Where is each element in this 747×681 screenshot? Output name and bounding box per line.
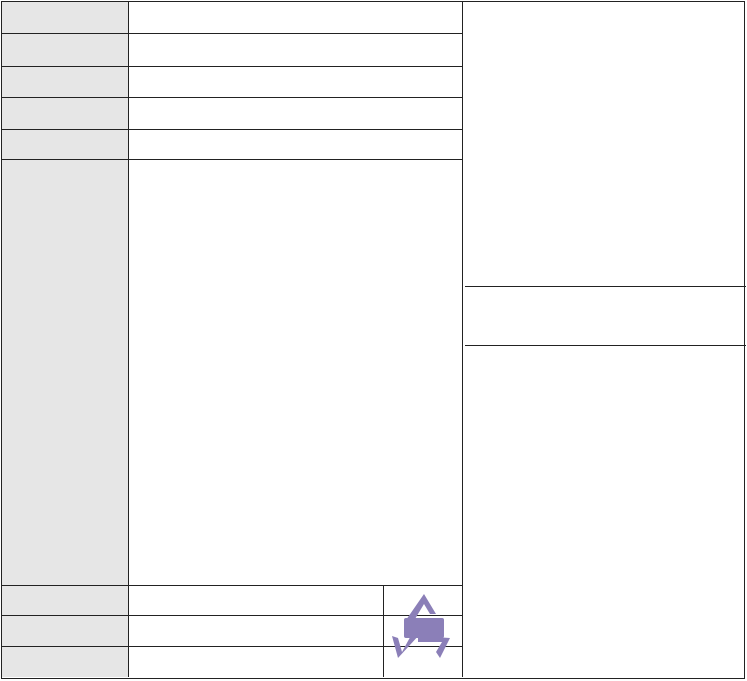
nutrition-footnote — [465, 612, 746, 628]
value-product-name — [129, 2, 463, 33]
nutrition-header — [465, 286, 746, 346]
value-volume — [129, 130, 463, 159]
label-product-name — [2, 2, 129, 33]
label-manufacturer — [2, 98, 129, 129]
label-food-type — [2, 34, 129, 66]
label-ingredients — [2, 160, 129, 585]
value-storage — [129, 616, 383, 646]
value-report-no — [129, 67, 463, 97]
row-manufacturer — [2, 98, 463, 130]
product-info-table — [2, 2, 463, 677]
label-storage — [2, 616, 129, 646]
row-volume — [2, 130, 463, 160]
label-packaging — [2, 586, 129, 615]
value-manufacturer — [129, 98, 463, 129]
right-panel — [465, 2, 746, 677]
recycle-mark — [383, 586, 463, 677]
recycle-triangle-icon — [384, 586, 464, 677]
value-food-type — [129, 34, 463, 66]
value-packaging — [129, 586, 383, 615]
label-report-no — [2, 67, 129, 97]
label-volume — [2, 130, 129, 159]
row-ingredients — [2, 160, 463, 586]
food-label — [1, 1, 745, 679]
row-food-type — [2, 34, 463, 67]
row-report-no — [2, 67, 463, 98]
value-expiry — [129, 647, 383, 677]
row-product-name — [2, 2, 463, 34]
label-expiry — [2, 647, 129, 677]
